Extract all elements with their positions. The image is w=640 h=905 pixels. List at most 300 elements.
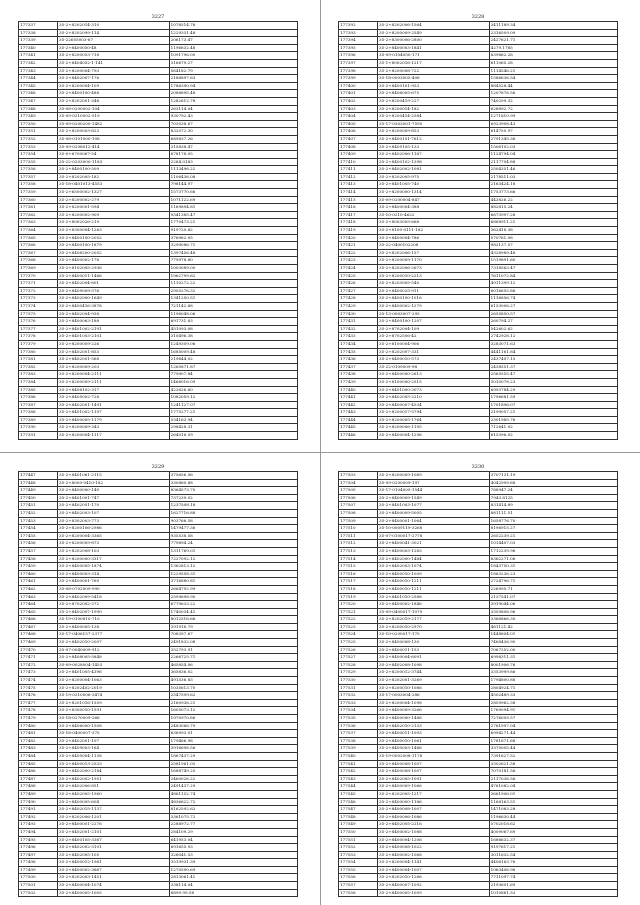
table-row (19, 432, 298, 440)
value-cell: 2565555.47 (489, 371, 617, 379)
code-cell: 35-2+8402007-1990 (58, 608, 170, 616)
row-id-cell: 177507 (339, 502, 378, 510)
code-cell: 35-2+8400008-1022 (378, 844, 490, 852)
table-row (19, 143, 298, 151)
table-row (339, 851, 618, 859)
value-cell: 930792.43 (169, 113, 297, 121)
row-id-cell: 177455 (19, 532, 58, 540)
code-cell: 35-2+8400005-138 (58, 623, 170, 631)
row-id-cell: 177536 (339, 722, 378, 730)
row-id-cell: 177487 (19, 775, 58, 783)
value-cell: 2437407.15 (489, 356, 617, 364)
code-cell: 35-10-0009119-3268 (378, 525, 490, 533)
value-cell: 3916696.56 (169, 745, 297, 753)
code-cell: 35-2+8402003-107 (58, 509, 170, 517)
code-cell: 35-2+8408200-2052 (58, 249, 170, 257)
table-row (19, 783, 298, 791)
value-cell: 2086895.48 (169, 90, 297, 98)
row-id-cell: 177531 (339, 684, 378, 692)
code-cell: 35-2+8400004-1007 (378, 866, 490, 874)
table-row (19, 371, 298, 379)
value-cell: 1479477.36 (169, 525, 297, 533)
code-cell: 35-2+8400100-509 (58, 166, 170, 174)
row-id-cell: 177410 (339, 158, 378, 166)
code-cell: 35-10-0200017-175 (378, 631, 490, 639)
table-row (339, 287, 618, 295)
table-row (19, 310, 298, 318)
value-cell: 839862.28 (489, 52, 617, 60)
value-cell: 3661906.01 (489, 790, 617, 798)
code-cell: 35-2+8400003-1283 (378, 547, 490, 555)
row-id-cell: 177385 (19, 386, 58, 394)
code-cell: 35-2+8200004-1141 (378, 859, 490, 867)
code-cell: 35-2+8000-0410-182 (58, 479, 170, 487)
table-row (339, 517, 618, 525)
table-row (339, 401, 618, 409)
value-cell: 330860.88 (169, 479, 297, 487)
table-row (19, 631, 298, 639)
value-cell: 779907.84 (169, 371, 297, 379)
page-number: 3227 (151, 14, 165, 20)
value-cell: 1605073.12 (169, 707, 297, 715)
value-cell: 1106436.08 (169, 173, 297, 181)
row-id-cell: 177386 (19, 394, 58, 402)
table-row (19, 494, 298, 502)
table-row (339, 502, 618, 510)
table-row (19, 97, 298, 105)
table-row (19, 257, 298, 265)
row-id-cell: 177470 (19, 646, 58, 654)
table-row (19, 249, 298, 257)
code-cell: 35-2+8400011-1486 (58, 272, 170, 280)
value-cell: 465854.06 (169, 661, 297, 669)
row-id-cell: 177368 (19, 257, 58, 265)
code-cell: 35-2+8200009-853 (378, 128, 490, 136)
value-cell: 689837.26 (169, 135, 297, 143)
value-cell: 636993.01 (169, 730, 297, 738)
code-cell: 35-19-0210006-3474 (58, 692, 170, 700)
table-row (339, 874, 618, 882)
data-table (338, 471, 618, 897)
value-cell: 8364573.70 (169, 487, 297, 495)
code-cell: 35-2+8400105-3367 (58, 836, 170, 844)
row-id-cell: 177429 (339, 302, 378, 310)
table-row (19, 745, 298, 753)
row-id-cell: 177511 (339, 532, 378, 540)
code-cell: 35-10-0210-4622 (378, 211, 490, 219)
value-cell: 1196832.48 (169, 44, 297, 52)
row-id-cell: 177375 (19, 310, 58, 318)
row-id-cell: 177505 (339, 487, 378, 495)
code-cell: 35-2+8400102-1398 (378, 158, 490, 166)
table-row (19, 639, 298, 647)
code-cell: 35-2+8200009-2111 (58, 378, 170, 386)
code-cell: 35-17-0104005-1544 (378, 487, 490, 495)
table-row (339, 669, 618, 677)
value-cell: 2193601.69 (489, 882, 617, 890)
value-cell: 3359806.96 (489, 608, 617, 616)
table-row (339, 775, 618, 783)
row-id-cell: 177344 (19, 75, 58, 83)
table-row (19, 677, 298, 685)
row-id-cell: 177457 (19, 547, 58, 555)
row-id-cell: 177438 (339, 371, 378, 379)
value-cell: 611065.28 (489, 59, 617, 67)
row-id-cell: 177544 (339, 783, 378, 791)
table-row (339, 242, 618, 250)
value-cell: 7276009.57 (489, 715, 617, 723)
row-id-cell: 177422 (339, 249, 378, 257)
page-3228 (338, 14, 618, 440)
table-row (19, 151, 298, 159)
code-cell: 35-08-0702009-990 (58, 585, 170, 593)
value-cell: 3361075.72 (169, 813, 297, 821)
row-id-cell: 177343 (19, 67, 58, 75)
value-cell: 6994271.44 (489, 730, 617, 738)
value-cell: 678178.05 (169, 151, 297, 159)
value-cell: 6868911.21 (489, 219, 617, 227)
code-cell: 35-2+8400010-573 (378, 356, 490, 364)
value-cell: 1397456.48 (169, 249, 297, 257)
table-row (19, 844, 298, 852)
value-cell: 461121.42 (489, 623, 617, 631)
row-id-cell: 177459 (19, 563, 58, 571)
value-cell: 1867437.29 (169, 752, 297, 760)
row-id-cell: 177488 (19, 783, 58, 791)
table-row (339, 555, 618, 563)
page-3227 (18, 14, 298, 440)
table-row (19, 189, 298, 197)
table-row (339, 234, 618, 242)
value-cell: 375656.56 (169, 472, 297, 480)
code-cell: 35-2+8200414-2584 (378, 113, 490, 121)
value-cell: 3011632.54 (489, 851, 617, 859)
row-id-cell: 177527 (339, 654, 378, 662)
code-cell: 35-2+8400100-1016 (378, 295, 490, 303)
row-id-cell: 177419 (339, 227, 378, 235)
value-cell: 542602.62 (489, 325, 617, 333)
table-row (19, 517, 298, 525)
value-cell: 919720.82 (169, 227, 297, 235)
row-id-cell: 177513 (339, 547, 378, 555)
value-cell: 2724796.71 (489, 578, 617, 586)
table-row (339, 249, 618, 257)
row-id-cell: 177515 (339, 563, 378, 571)
table-row (19, 82, 298, 90)
code-cell: 35-2+8400005-1009 (378, 889, 490, 897)
row-id-cell: 177406 (339, 128, 378, 136)
code-cell: 35-2+8402006-1167 (378, 151, 490, 159)
table-row (19, 318, 298, 326)
code-cell: 35-2+8402006-851 (58, 783, 170, 791)
code-cell: 35-2+8400004-786 (378, 234, 490, 242)
row-id-cell: 177534 (339, 707, 378, 715)
code-cell: 35-2+8200004-1098 (378, 699, 490, 707)
table-row (19, 128, 298, 136)
code-cell: 35-1+8002016-1217 (378, 59, 490, 67)
value-cell: 263114.04 (169, 105, 297, 113)
code-cell: 35-2+8401005-4396 (58, 669, 170, 677)
value-cell: 641953.04 (169, 836, 297, 844)
table-row (19, 196, 298, 204)
value-cell: 1448804.01 (489, 631, 617, 639)
row-id-cell: 177355 (19, 158, 58, 166)
table-row (19, 715, 298, 723)
row-id-cell: 177538 (339, 737, 378, 745)
table-row (19, 859, 298, 867)
value-cell: 881111.51 (489, 509, 617, 517)
row-id-cell: 177427 (339, 287, 378, 295)
value-cell: 2266725.71 (169, 654, 297, 662)
row-id-cell: 177520 (339, 601, 378, 609)
code-cell: 35-2+8402001-568 (58, 356, 170, 364)
row-id-cell: 177556 (339, 874, 378, 882)
table-row (19, 608, 298, 616)
row-id-cell: 177481 (19, 730, 58, 738)
table-row (19, 219, 298, 227)
value-cell: 1082059.12 (169, 394, 297, 402)
table-row (19, 775, 298, 783)
row-id-cell: 177404 (339, 113, 378, 121)
table-row (19, 67, 298, 75)
value-cell: 1658776.70 (489, 517, 617, 525)
table-row (339, 59, 618, 67)
row-id-cell: 177468 (19, 631, 58, 639)
code-cell: 35-09-0200200-1482 (58, 120, 170, 128)
value-cell: 935538.58 (169, 532, 297, 540)
table-row (19, 22, 298, 30)
code-cell: 35-2+8200014-182 (378, 105, 490, 113)
code-cell: 35-2+8400002-1088 (378, 828, 490, 836)
code-cell: 35-2+8402000-1649 (58, 295, 170, 303)
row-id-cell: 177478 (19, 707, 58, 715)
code-cell: 35-2+8402015-1137 (58, 806, 170, 814)
code-cell: 35-2+8201016-1559 (58, 699, 170, 707)
row-id-cell: 177549 (339, 821, 378, 829)
row-id-cell: 177428 (339, 295, 378, 303)
value-cell: 3411189.34 (489, 22, 617, 30)
value-cell: 1124794.04 (489, 151, 617, 159)
row-id-cell: 177387 (19, 401, 58, 409)
page-number: 3230 (471, 464, 485, 470)
value-cell: 1270590.69 (169, 866, 297, 874)
row-id-cell: 177418 (339, 219, 378, 227)
table-row (19, 295, 298, 303)
table-row (19, 525, 298, 533)
value-cell: 2742928.12 (489, 333, 617, 341)
code-cell: 35-2+8200002-279 (58, 196, 170, 204)
page-3229 (18, 464, 298, 897)
row-id-cell: 177372 (19, 287, 58, 295)
table-row (339, 677, 618, 685)
table-row (19, 836, 298, 844)
table-row (339, 196, 618, 204)
table-row (339, 295, 618, 303)
code-cell: 35-2+8400010-1211 (378, 578, 490, 586)
code-cell: 35-2+8202006-157 (378, 249, 490, 257)
code-cell: 35-2+8401002-2191 (58, 325, 170, 333)
code-cell: 35-2+8200009-226 (58, 340, 170, 348)
row-id-cell: 177471 (19, 654, 58, 662)
table-row (19, 272, 298, 280)
code-cell: 35-2+8400008-1007 (378, 760, 490, 768)
code-cell: 35-2+8400012-1961 (58, 859, 170, 867)
value-cell: 8196915.27 (489, 525, 617, 533)
table-row (19, 204, 298, 212)
code-cell: 35-09-0400017-1079 (378, 608, 490, 616)
table-row (339, 487, 618, 495)
table-row (339, 821, 618, 829)
table-row (339, 828, 618, 836)
row-id-cell: 177523 (339, 623, 378, 631)
table-row (19, 578, 298, 586)
table-row (339, 889, 618, 897)
row-id-cell: 177436 (339, 356, 378, 364)
row-id-cell: 177337 (19, 22, 58, 30)
value-cell: 3010078.23 (489, 378, 617, 386)
value-cell: 2264.0183 (169, 158, 297, 166)
row-id-cell: 177373 (19, 295, 58, 303)
table-row (19, 555, 298, 563)
row-id-cell: 177354 (19, 151, 58, 159)
row-id-cell: 177432 (339, 325, 378, 333)
value-cell: 1796681.59 (489, 394, 617, 402)
code-cell: 35-2+8100000-2515 (378, 378, 490, 386)
code-cell: 35-2+8400002-3667 (58, 866, 170, 874)
value-cell: 3353999.86 (489, 669, 617, 677)
table-row (19, 173, 298, 181)
code-cell: 35-18-0270009-266 (58, 715, 170, 723)
table-row (19, 585, 298, 593)
row-id-cell: 177501 (19, 882, 58, 890)
code-cell: 35-2+8202005-182 (58, 173, 170, 181)
row-id-cell: 177358 (19, 181, 58, 189)
code-cell: 35-09-0028004-1453 (58, 661, 170, 669)
code-cell: 35-2+8409105-133 (378, 143, 490, 151)
row-id-cell: 177537 (339, 730, 378, 738)
value-cell: 1770473.21 (169, 219, 297, 227)
code-cell: 35-2+8400005-1179 (58, 416, 170, 424)
row-id-cell: 177458 (19, 555, 58, 563)
row-id-cell: 177553 (339, 851, 378, 859)
value-cell: 3302621.58 (489, 760, 617, 768)
table-row (19, 889, 298, 897)
value-cell: 2491437.29 (169, 783, 297, 791)
value-cell: 1110272.22 (169, 280, 297, 288)
table-row (19, 828, 298, 836)
row-id-cell: 177547 (339, 806, 378, 814)
value-cell: 1753773.66 (489, 189, 617, 197)
table-row (19, 646, 298, 654)
row-id-cell: 177370 (19, 272, 58, 280)
table-row (19, 44, 298, 52)
value-cell: 9197617.21 (489, 844, 617, 852)
page-number: 3229 (151, 464, 165, 470)
table-row (19, 821, 298, 829)
row-id-cell: 177388 (19, 409, 58, 417)
code-cell: 35-2+8002026-219 (58, 219, 170, 227)
code-cell: 35-2+8200009-873 (58, 540, 170, 548)
code-cell: 35-2+8400009-3266 (378, 707, 490, 715)
value-cell: 6673997.28 (489, 211, 617, 219)
row-id-cell: 177514 (339, 555, 378, 563)
code-cell: 35-2+8200009-203 (58, 363, 170, 371)
table-row (339, 90, 618, 98)
table-row (339, 790, 618, 798)
table-row (339, 181, 618, 189)
table-row (339, 356, 618, 364)
code-cell: 35-2+8200004-109 (58, 82, 170, 90)
row-id-cell: 177380 (19, 348, 58, 356)
table-row (339, 52, 618, 60)
table-row (339, 143, 618, 151)
table-row (339, 128, 618, 136)
value-cell: 1794800.88 (489, 677, 617, 685)
row-id-cell: 177548 (339, 813, 378, 821)
code-cell: 35-2+8401003-1077 (378, 502, 490, 510)
value-cell: 3299086.71 (169, 242, 297, 250)
value-cell: 422626.60 (169, 386, 297, 394)
code-cell: 35-2+8400002-1846 (378, 601, 490, 609)
table-row (339, 151, 618, 159)
value-cell: 1688749.25 (169, 768, 297, 776)
table-row (339, 699, 618, 707)
code-cell: 35-2+8406000-1508 (58, 722, 170, 730)
row-id-cell: 177348 (19, 105, 58, 113)
table-row (339, 409, 618, 417)
value-cell: 1196630.44 (489, 813, 617, 821)
table-row (339, 227, 618, 235)
table-row (19, 234, 298, 242)
table-row (19, 29, 298, 37)
table-row (19, 52, 298, 60)
row-id-cell: 177558 (339, 889, 378, 897)
table-row (339, 113, 618, 121)
table-row (19, 356, 298, 364)
code-cell: 35-18-0003005-408 (378, 75, 490, 83)
code-cell: 35-2+8400002-178 (58, 257, 170, 265)
table-row (19, 59, 298, 67)
row-id-cell: 177469 (19, 639, 58, 647)
value-cell: 2859962.38 (489, 699, 617, 707)
row-id-cell: 177433 (339, 333, 378, 341)
row-id-cell: 177557 (339, 882, 378, 890)
value-cell: 884528.44 (489, 82, 617, 90)
code-cell: 35-19-0002008-1178 (378, 752, 490, 760)
row-id-cell: 177555 (339, 866, 378, 874)
row-id-cell: 177366 (19, 242, 58, 250)
table-row (339, 173, 618, 181)
value-cell: 7468436.90 (489, 639, 617, 647)
code-cell: 35-2+8402010-2007 (58, 639, 170, 647)
row-id-cell: 177382 (19, 363, 58, 371)
value-cell: 6016655.86 (489, 287, 617, 295)
row-id-cell: 177492 (19, 813, 58, 821)
value-cell: 903766.58 (169, 517, 297, 525)
code-cell: 35-2+8400009-1066 (378, 783, 490, 791)
row-id-cell: 177494 (19, 828, 58, 836)
row-id-cell: 177502 (19, 889, 58, 897)
code-cell: 35-2+8202003-1451 (58, 874, 170, 882)
table-row (19, 669, 298, 677)
value-cell: 1271810.99 (489, 113, 617, 121)
table-row (339, 623, 618, 631)
row-id-cell: 177365 (19, 234, 58, 242)
row-id-cell: 177340 (19, 44, 58, 52)
value-cell: 315838.47 (169, 143, 297, 151)
table-row (339, 547, 618, 555)
row-id-cell: 177541 (339, 760, 378, 768)
